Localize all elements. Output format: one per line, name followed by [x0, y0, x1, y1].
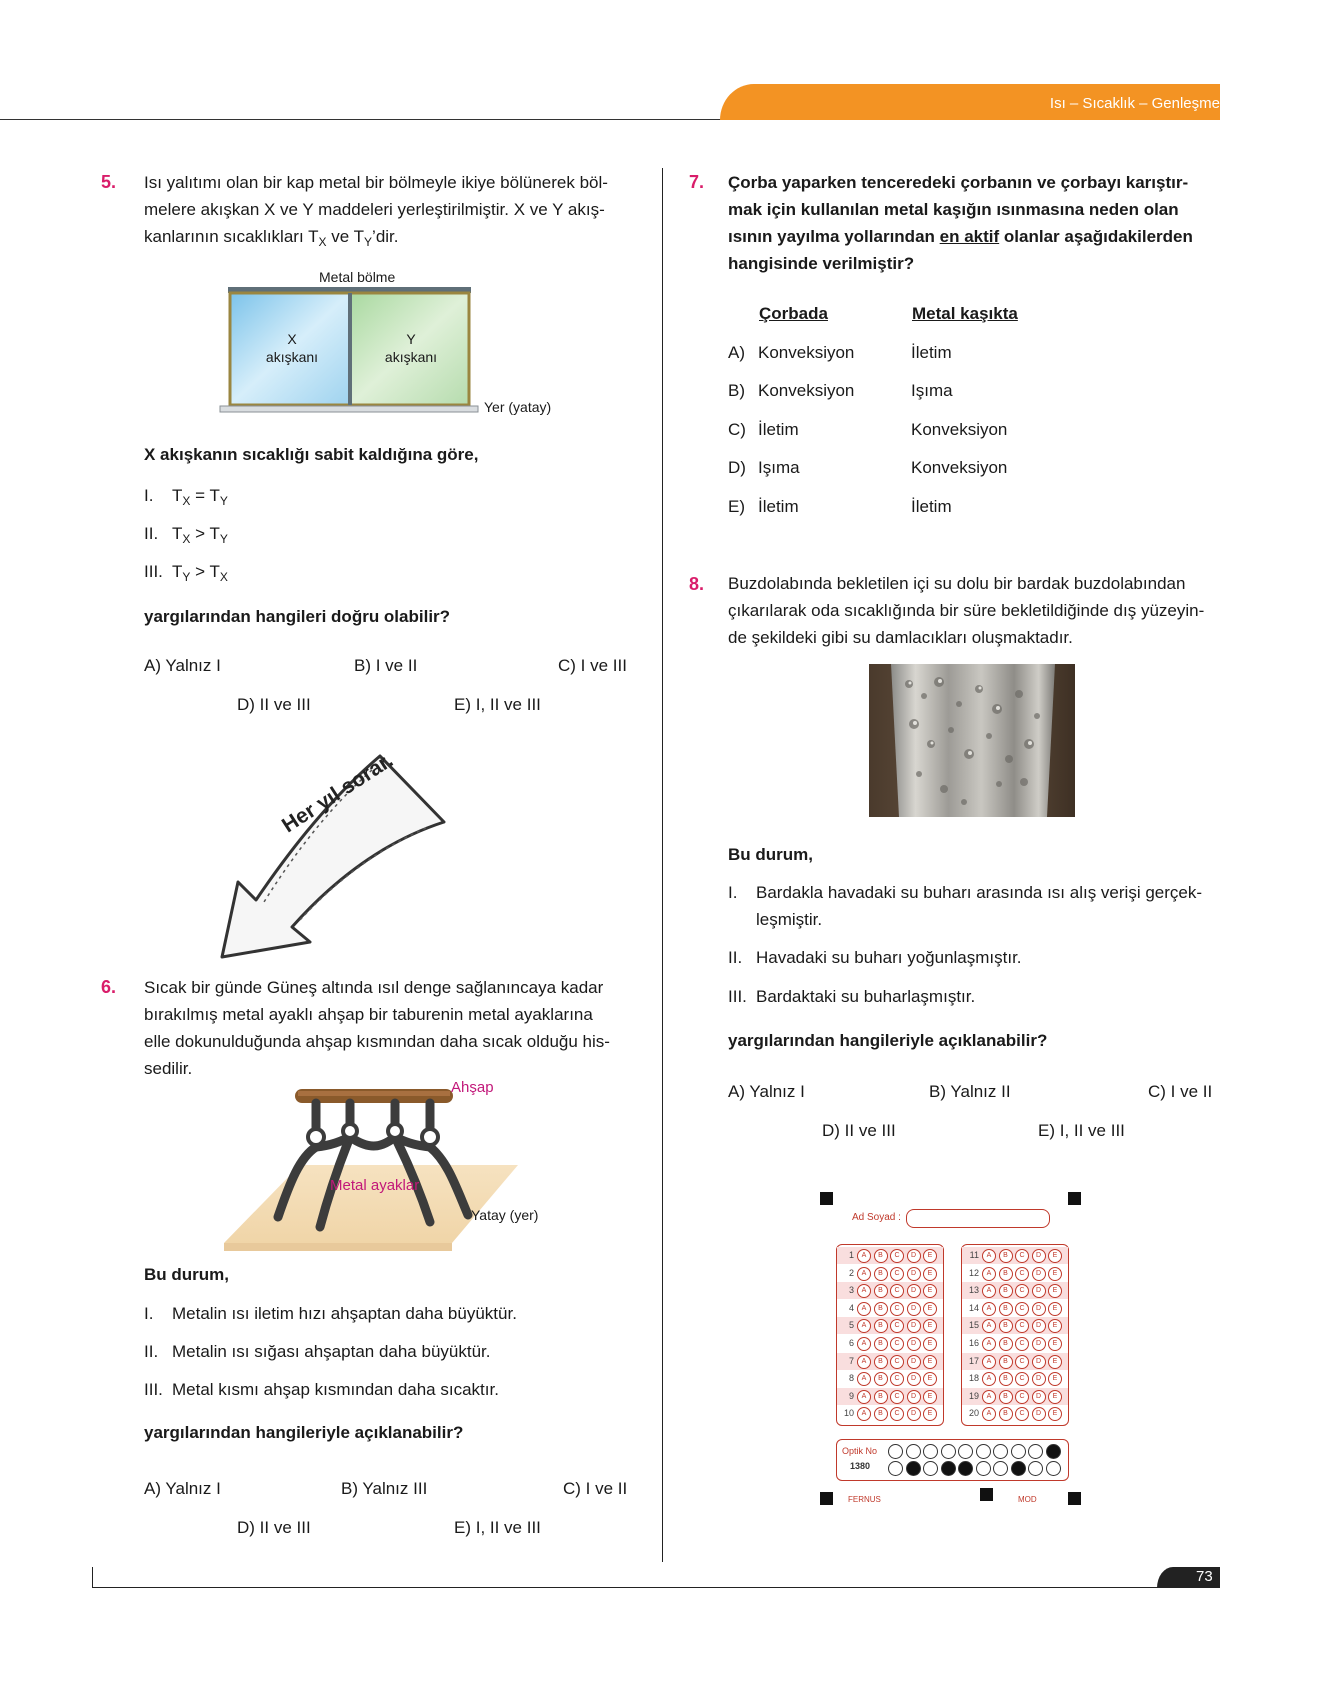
q5-question: yargılarından hangileri doğru olabilir? — [144, 607, 451, 626]
optic-answer-bubble[interactable]: E — [1048, 1355, 1062, 1369]
optic-answer-bubble[interactable]: B — [999, 1372, 1013, 1386]
optic-answer-bubble[interactable]: A — [857, 1284, 871, 1298]
fig6-wood-label: Ahşap — [451, 1079, 494, 1096]
optic-answer-bubble[interactable]: A — [982, 1355, 996, 1369]
optic-answer-bubble[interactable]: D — [1032, 1267, 1046, 1281]
q5-option-b[interactable]: B) I ve II — [354, 656, 418, 675]
footer-tick — [92, 1567, 93, 1588]
optic-number-bubble[interactable] — [888, 1461, 903, 1476]
fig5-top-label: Metal bölme — [319, 269, 396, 285]
optic-row-number: 13 — [968, 1285, 979, 1296]
optic-number-bubble[interactable] — [941, 1444, 956, 1459]
q8-stem: Buzdolabında bekletilen içi su dolu bir bardak buzdolabından çıkarılarak oda sıcaklığında bir süre bekletildiğinde dış yüzeyin- de şekildeki gibi su damlacıkları oluşmaktadır. — [728, 574, 1205, 647]
optic-answer-bubble[interactable]: D — [907, 1319, 921, 1333]
optic-answer-bubble[interactable]: A — [982, 1284, 996, 1298]
optic-answer-bubble[interactable]: A — [857, 1302, 871, 1316]
optic-number-bubble[interactable] — [1046, 1444, 1061, 1459]
optic-answer-bubble[interactable]: A — [982, 1319, 996, 1333]
optic-answer-bubble[interactable]: E — [1048, 1284, 1062, 1298]
q7-option-b[interactable]: B) Konveksiyon Işıma — [728, 381, 953, 400]
q7-option-c[interactable]: C) İletim Konveksiyon — [728, 420, 1008, 439]
q5-stem-line: melere akışkan X ve Y maddeleri yerleştirilmiştir. X ve Y akış- — [144, 200, 605, 219]
optic-corner-mark — [1068, 1492, 1081, 1505]
optic-answer-bubble[interactable]: D — [907, 1407, 921, 1421]
optic-row-number: 19 — [968, 1390, 979, 1401]
optic-answer-bubble[interactable]: E — [923, 1284, 937, 1298]
q5-item-1: I. $T_X = T_Y$ — [144, 486, 228, 508]
optic-answer-bubble[interactable]: E — [1048, 1337, 1062, 1351]
optic-row-number: 10 — [843, 1408, 854, 1419]
optic-row — [962, 1370, 1068, 1387]
optic-number-bubble[interactable] — [1011, 1444, 1026, 1459]
optic-answer-bubble[interactable]: D — [907, 1337, 921, 1351]
optic-row-number: 8 — [848, 1373, 854, 1384]
fig5-right-label: Y akışkanı — [384, 331, 438, 365]
optic-corner-mark — [980, 1488, 993, 1501]
optic-answer-bubble[interactable]: B — [999, 1319, 1013, 1333]
q8-option-c[interactable]: C) I ve II — [1148, 1082, 1213, 1101]
q7-option-d[interactable]: D) Işıma Konveksiyon — [728, 458, 1008, 477]
optic-answer-bubble[interactable]: A — [857, 1407, 871, 1421]
optic-row — [962, 1405, 1068, 1422]
optic-grid-right — [961, 1244, 1069, 1426]
optic-answer-bubble[interactable]: D — [907, 1284, 921, 1298]
optic-number-bubble[interactable] — [888, 1444, 903, 1459]
q6-item-3: III. Metal kısmı ahşap kısmından daha sıcaktır. — [144, 1380, 499, 1399]
optic-row — [962, 1300, 1068, 1317]
optic-number-bubble[interactable] — [923, 1444, 938, 1459]
optic-row-number: 7 — [848, 1355, 854, 1366]
optic-answer-bubble[interactable]: D — [1032, 1284, 1046, 1298]
q5-item-3: III. $T_Y > T_X$ — [144, 562, 228, 584]
optic-corner-mark — [1068, 1192, 1081, 1205]
q8-option-e[interactable]: E) I, II ve III — [1038, 1121, 1125, 1140]
optic-answer-bubble[interactable]: C — [1015, 1355, 1029, 1369]
optic-number-bubble[interactable] — [923, 1461, 938, 1476]
optic-answer-bubble[interactable]: E — [923, 1407, 937, 1421]
optic-answer-bubble[interactable]: D — [907, 1249, 921, 1263]
optic-answer-bubble[interactable]: B — [999, 1267, 1013, 1281]
optic-name-field[interactable] — [906, 1209, 1050, 1228]
optic-answer-bubble[interactable]: B — [874, 1319, 888, 1333]
optic-answer-bubble[interactable]: E — [923, 1302, 937, 1316]
optic-answer-bubble[interactable]: E — [923, 1249, 937, 1263]
optic-answer-bubble[interactable]: C — [1015, 1407, 1029, 1421]
optic-row — [837, 1388, 943, 1405]
optic-answer-bubble[interactable]: D — [907, 1302, 921, 1316]
optic-row — [837, 1370, 943, 1387]
fig5-left-label: X akışkanı — [265, 331, 319, 365]
q8-option-a[interactable]: A) Yalnız I — [728, 1082, 805, 1101]
optic-answer-bubble[interactable]: C — [1015, 1249, 1029, 1263]
q8-option-d[interactable]: D) II ve III — [822, 1121, 896, 1140]
optic-row-number: 9 — [848, 1390, 854, 1401]
q8-number: 8. — [689, 574, 705, 594]
q5-prompt: X akışkanın sıcaklığı sabit kaldığına göre, — [144, 445, 479, 464]
q6-number: 6. — [101, 977, 117, 997]
optic-answer-bubble[interactable]: A — [982, 1337, 996, 1351]
q8-item-1: I. Bardakla havadaki su buharı arasında ısı alış verişi gerçek- leşmiştir. — [728, 883, 1203, 929]
optic-row-number: 14 — [968, 1302, 979, 1313]
optic-row — [962, 1335, 1068, 1352]
optic-row-number: 12 — [968, 1267, 979, 1278]
fig6-ground-label: Yatay (yer) — [471, 1207, 539, 1223]
optic-row — [837, 1405, 943, 1422]
optic-answer-bubble[interactable]: A — [857, 1319, 871, 1333]
optic-answer-bubble[interactable]: B — [874, 1302, 888, 1316]
optic-row — [837, 1300, 943, 1317]
optic-answer-bubble[interactable]: E — [1048, 1390, 1062, 1404]
optic-answer-bubble[interactable]: C — [1015, 1319, 1029, 1333]
optic-answer-bubble[interactable]: C — [1015, 1337, 1029, 1351]
optic-answer-bubble[interactable]: B — [874, 1249, 888, 1263]
optic-brand-right: MOD — [1018, 1495, 1037, 1504]
optic-row — [962, 1353, 1068, 1370]
q5-option-d[interactable]: D) II ve III — [237, 695, 311, 714]
optic-answer-bubble[interactable]: B — [874, 1372, 888, 1386]
q6-option-e[interactable]: E) I, II ve III — [454, 1518, 541, 1537]
optic-row — [837, 1265, 943, 1282]
optic-answer-bubble[interactable]: D — [1032, 1319, 1046, 1333]
optic-answer-bubble[interactable]: B — [874, 1267, 888, 1281]
optic-answer-bubble[interactable]: C — [1015, 1302, 1029, 1316]
q6-option-b[interactable]: B) Yalnız III — [341, 1479, 428, 1498]
q5-stem-line: Isı yalıtımı olan bir kap metal bir bölmeyle ikiye bölünerek böl- — [144, 173, 608, 192]
q7-emphasis: en aktif — [939, 227, 1000, 246]
optic-corner-mark — [820, 1492, 833, 1505]
optic-answer-bubble[interactable]: D — [1032, 1407, 1046, 1421]
fig6-legs-label: Metal ayaklar — [330, 1177, 420, 1194]
optic-row-number: 5 — [848, 1320, 854, 1331]
optic-brand-left: FERNUS — [848, 1495, 881, 1504]
optic-number-bubble[interactable] — [958, 1461, 973, 1476]
optic-answer-bubble[interactable]: C — [890, 1337, 904, 1351]
optic-number-bubble[interactable] — [1011, 1461, 1026, 1476]
optic-answer-bubble[interactable]: C — [890, 1284, 904, 1298]
optic-answer-bubble[interactable]: C — [890, 1267, 904, 1281]
optic-row-number: 1 — [848, 1250, 854, 1260]
q7-col1-header: Çorbada — [759, 304, 828, 323]
optic-answer-bubble[interactable]: B — [999, 1407, 1013, 1421]
optic-answer-bubble[interactable]: C — [890, 1407, 904, 1421]
optic-number-bubble[interactable] — [993, 1461, 1008, 1476]
optic-number-label: Optik No — [842, 1446, 878, 1456]
q5-stem — [144, 169, 632, 250]
q7-option-e[interactable]: E) İletim İletim — [728, 497, 952, 516]
optic-answer-bubble[interactable]: D — [1032, 1249, 1046, 1263]
optic-row — [837, 1335, 943, 1352]
optic-answer-bubble[interactable]: B — [999, 1337, 1013, 1351]
optic-answer-bubble[interactable]: A — [982, 1390, 996, 1404]
optic-answer-bubble[interactable]: C — [890, 1319, 904, 1333]
header-title: Isı – Sıcaklık – Genleşme — [1049, 95, 1220, 112]
optic-answer-bubble[interactable]: E — [1048, 1407, 1062, 1421]
page-number: 73 — [1196, 1568, 1213, 1585]
optic-answer-bubble[interactable]: A — [982, 1267, 996, 1281]
optic-answer-bubble[interactable]: B — [874, 1407, 888, 1421]
q6-option-d[interactable]: D) II ve III — [237, 1518, 311, 1537]
optic-answer-bubble[interactable]: B — [999, 1302, 1013, 1316]
optic-number-bubble[interactable] — [976, 1444, 991, 1459]
optic-answer-bubble[interactable]: A — [857, 1390, 871, 1404]
optic-answer-bubble[interactable]: C — [1015, 1372, 1029, 1386]
q6-stem: Sıcak bir günde Güneş altında ısıl denge sağlanıncaya kadar bırakılmış metal ayaklı ahşap bir taburenin metal ayaklarına elle dokunulduğunda ahşap kısmından daha sıcak olduğu his- sedilir. — [144, 978, 610, 1078]
q5-stem-line-3: kanlarının sıcaklıkları $T_X$ ve $T_Y’dir$. — [144, 227, 399, 249]
q5-number: 5. — [101, 172, 117, 192]
optic-answer-bubble[interactable]: C — [1015, 1390, 1029, 1404]
optic-row-number: 6 — [848, 1338, 854, 1348]
optic-answer-bubble[interactable]: C — [1015, 1267, 1029, 1281]
optic-answer-bubble[interactable]: C — [890, 1372, 904, 1386]
optic-answer-bubble[interactable]: C — [890, 1249, 904, 1263]
q7-stem-line-3: ısının yayılma yollarından en aktif olanlar aşağıdakilerden — [728, 227, 1193, 246]
q6-item-1: I. Metalin ısı iletim hızı ahşaptan daha büyüktür. — [144, 1304, 517, 1323]
q7-col2-header: Metal kaşıkta — [912, 304, 1018, 323]
q7-option-a[interactable]: A) Konveksiyon İletim — [728, 343, 952, 362]
q6-question: yargılarından hangileriyle açıklanabilir? — [144, 1423, 464, 1442]
optic-row-number: 11 — [969, 1250, 979, 1260]
optic-answer-bubble[interactable]: E — [923, 1390, 937, 1404]
optic-answer-bubble[interactable]: E — [923, 1355, 937, 1369]
optic-number-bubble[interactable] — [1046, 1461, 1061, 1476]
optic-answer-bubble[interactable]: D — [1032, 1355, 1046, 1369]
q6-item-2: II. Metalin ısı sığası ahşaptan daha büyüktür. — [144, 1342, 491, 1361]
optic-answer-bubble[interactable]: B — [999, 1390, 1013, 1404]
optic-number-bubble[interactable] — [1028, 1444, 1043, 1459]
optic-row-number: 15 — [968, 1320, 979, 1331]
q7-number: 7. — [689, 172, 705, 192]
optic-answer-bubble[interactable]: A — [982, 1249, 996, 1263]
fig5-ground-label: Yer (yatay) — [484, 399, 552, 415]
optic-answer-bubble[interactable]: E — [923, 1372, 937, 1386]
optic-row-number: 16 — [968, 1338, 979, 1348]
optic-row-number: 20 — [968, 1408, 979, 1419]
fig5-container — [218, 285, 483, 415]
optic-name-label: Ad Soyad : — [852, 1212, 901, 1223]
optic-answer-bubble[interactable]: E — [923, 1319, 937, 1333]
optic-answer-bubble[interactable]: A — [857, 1337, 871, 1351]
optic-answer-bubble[interactable]: A — [857, 1267, 871, 1281]
optic-number-bubble[interactable] — [976, 1461, 991, 1476]
optic-number-bubble[interactable] — [906, 1461, 921, 1476]
optic-row — [962, 1317, 1068, 1334]
optic-row — [962, 1282, 1068, 1299]
optic-answer-bubble[interactable]: E — [923, 1337, 937, 1351]
optic-answer-bubble[interactable]: D — [907, 1390, 921, 1404]
optic-answer-bubble[interactable]: D — [907, 1267, 921, 1281]
optic-number-bubble[interactable] — [958, 1444, 973, 1459]
optic-row — [962, 1247, 1068, 1264]
optic-row — [962, 1265, 1068, 1282]
optic-answer-bubble[interactable]: D — [1032, 1337, 1046, 1351]
optic-answer-bubble[interactable]: B — [874, 1390, 888, 1404]
optic-answer-bubble[interactable]: B — [874, 1284, 888, 1298]
optic-answer-bubble[interactable]: A — [982, 1302, 996, 1316]
optic-answer-bubble[interactable]: B — [874, 1337, 888, 1351]
optic-answer-bubble[interactable]: C — [890, 1390, 904, 1404]
optic-number-bubble[interactable] — [941, 1461, 956, 1476]
q8-question: yargılarından hangileriyle açıklanabilir? — [728, 1031, 1048, 1050]
optic-number-bubble[interactable] — [993, 1444, 1008, 1459]
q5-option-c[interactable]: C) I ve III — [558, 656, 627, 675]
glass-photo — [869, 664, 1075, 817]
optic-answer-bubble[interactable]: E — [1048, 1302, 1062, 1316]
optic-number-value: 1380 — [850, 1461, 871, 1471]
q5-option-a[interactable]: A) Yalnız I — [144, 656, 221, 675]
optic-answer-bubble[interactable]: A — [982, 1372, 996, 1386]
q5-option-e[interactable]: E) I, II ve III — [454, 695, 541, 714]
q8-prompt: Bu durum, — [728, 845, 813, 864]
optic-row-number: 3 — [848, 1285, 854, 1296]
optic-answer-bubble[interactable]: D — [1032, 1372, 1046, 1386]
optic-answer-bubble[interactable]: E — [1048, 1249, 1062, 1263]
q8-item-2: II. Havadaki su buharı yoğunlaşmıştır. — [728, 948, 1022, 967]
q6-option-c[interactable]: C) I ve II — [563, 1479, 628, 1498]
optic-form — [818, 1188, 1088, 1518]
optic-corner-mark — [820, 1192, 833, 1205]
optic-answer-bubble[interactable]: C — [890, 1302, 904, 1316]
optic-answer-bubble[interactable]: A — [857, 1249, 871, 1263]
optic-answer-bubble[interactable]: B — [999, 1355, 1013, 1369]
optic-answer-bubble[interactable]: C — [890, 1355, 904, 1369]
optic-row — [837, 1353, 943, 1370]
q6-option-a[interactable]: A) Yalnız I — [144, 1479, 221, 1498]
optic-answer-bubble[interactable]: E — [1048, 1372, 1062, 1386]
column-divider — [662, 168, 663, 1562]
q8-option-b[interactable]: B) Yalnız II — [929, 1082, 1011, 1101]
footer-rule — [92, 1587, 1220, 1588]
optic-answer-bubble[interactable]: B — [999, 1249, 1013, 1263]
optic-answer-bubble[interactable]: D — [907, 1372, 921, 1386]
optic-row-number: 18 — [968, 1373, 979, 1384]
optic-answer-bubble[interactable]: D — [1032, 1302, 1046, 1316]
optic-row-number: 2 — [848, 1267, 854, 1278]
optic-answer-bubble[interactable]: A — [982, 1407, 996, 1421]
optic-answer-bubble[interactable]: B — [874, 1355, 888, 1369]
optic-number-bubble[interactable] — [906, 1444, 921, 1459]
optic-row-number: 4 — [848, 1302, 854, 1313]
optic-answer-bubble[interactable]: A — [857, 1372, 871, 1386]
optic-answer-bubble[interactable]: B — [999, 1284, 1013, 1298]
q7-stem: Çorba yaparken tenceredeki çorbanın ve çorbayı karıştır- mak için kullanılan metal kaşığın ısınmasına neden olan ısının yayılma yollarından en aktif olanlar aşağıdakilerden hangisinde verilmiştir? — [728, 169, 1216, 277]
optic-row — [962, 1388, 1068, 1405]
optic-grid-left — [836, 1244, 944, 1426]
optic-answer-bubble[interactable]: E — [1048, 1267, 1062, 1281]
q5-item-2: II. $T_X > T_Y$ — [144, 524, 228, 546]
q6-prompt: Bu durum, — [144, 1265, 229, 1284]
q8-item-3: III. Bardaktaki su buharlaşmıştır. — [728, 987, 976, 1006]
optic-answer-bubble[interactable]: E — [1048, 1319, 1062, 1333]
optic-answer-bubble[interactable]: A — [857, 1355, 871, 1369]
optic-row — [837, 1282, 943, 1299]
fig6-stool — [220, 1087, 520, 1252]
optic-number-bubble[interactable] — [1028, 1461, 1043, 1476]
optic-answer-bubble[interactable]: E — [923, 1267, 937, 1281]
optic-number-bubbles — [888, 1444, 1066, 1478]
optic-row — [837, 1317, 943, 1334]
optic-answer-bubble[interactable]: D — [1032, 1390, 1046, 1404]
her-yil-sorar-text: Her yıl sorar. — [278, 748, 398, 838]
optic-row — [837, 1247, 943, 1264]
optic-row-number: 17 — [968, 1355, 979, 1366]
optic-answer-bubble[interactable]: C — [1015, 1284, 1029, 1298]
optic-answer-bubble[interactable]: D — [907, 1355, 921, 1369]
